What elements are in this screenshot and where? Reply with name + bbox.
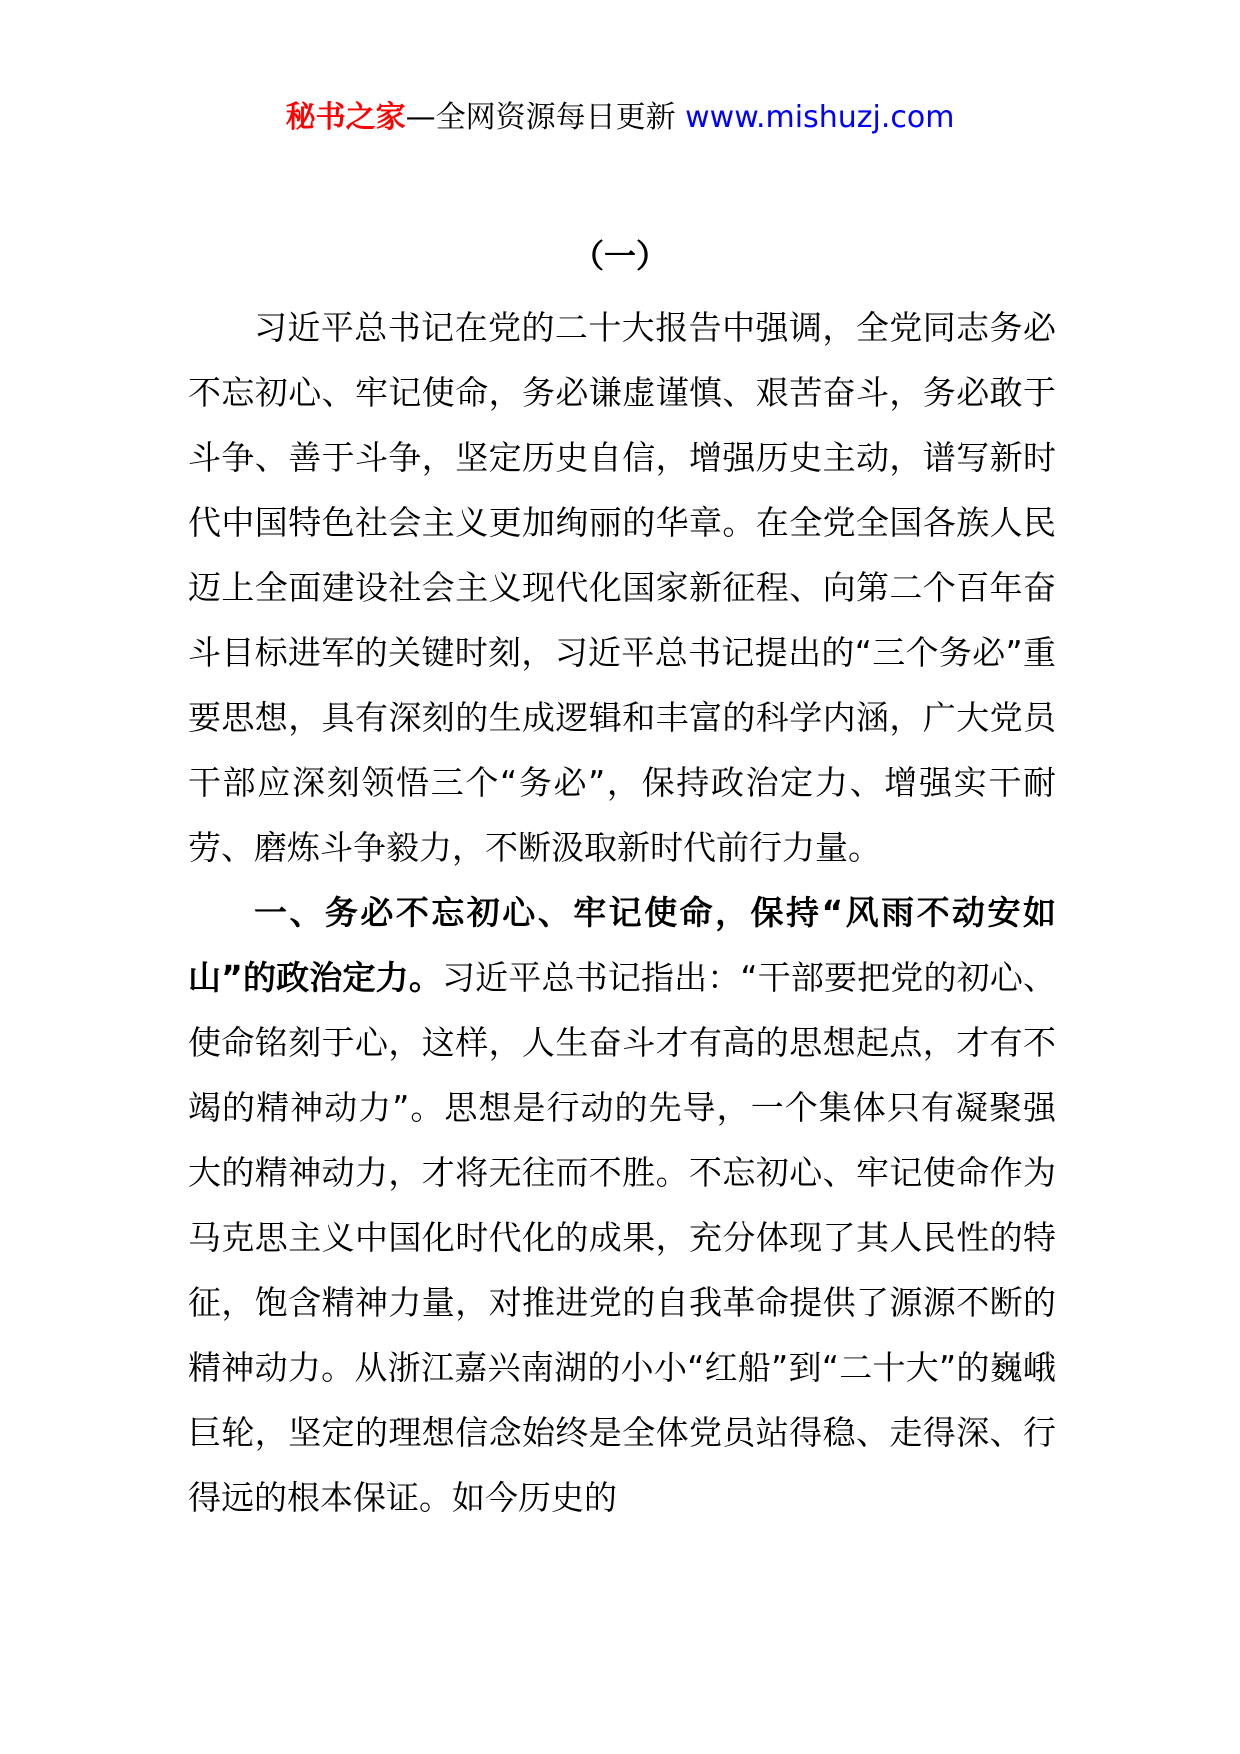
point-one-body: 习近平总书记指出：“干部要把党的初心、使命铭刻于心，这样，人生奋斗才有高的思想起点，才有不竭的精神动力”。思想是行动的先导，一个集体只有凝聚强大的精神动力，才将无往而不胜。不忘初心、牢记使命作为马克思主义中国化时代化的成果，充分体现了其人民性的特征，饱含精神力量，对推进党的自我革命提供了源源不断的精神动力。从浙江嘉兴南湖的小小“红船”到“二十大”的巍峨巨轮，坚定的理想信念始终是全体党员站得稳、走得深、行得远的根本保证。如今历史的 (188, 958, 1056, 1517)
document-body (188, 295, 1056, 1530)
site-url[interactable]: www.mishuzj.com (685, 100, 955, 135)
paragraph-point-one (188, 880, 1056, 1530)
site-brand: 秘书之家 (285, 100, 406, 135)
paragraph-intro: 习近平总书记在党的二十大报告中强调，全党同志务必不忘初心、牢记使命，务必谦虚谨慎、艰苦奋斗，务必敢于斗争、善于斗争，坚定历史自信，增强历史主动，谱写新时代中国特色社会主义更加绚丽的华章。在全党全国各族人民迈上全面建设社会主义现代化国家新征程、向第二个百年奋斗目标进军的关键时刻，习近平总书记提出的“三个务必”重要思想，具有深刻的生成逻辑和丰富的科学内涵，广大党员干部应深刻领悟三个“务必”，保持政治定力、增强实干耐劳、磨炼斗争毅力，不断汲取新时代前行力量。 (188, 308, 1056, 867)
point-one-heading: 一、务必不忘初心、牢记使命，保持“风雨不动安如山”的政治定力。 (188, 893, 1056, 997)
site-tagline: —全网资源每日更新 (405, 100, 686, 135)
site-header (0, 98, 1240, 138)
section-heading: （一） (571, 237, 668, 275)
